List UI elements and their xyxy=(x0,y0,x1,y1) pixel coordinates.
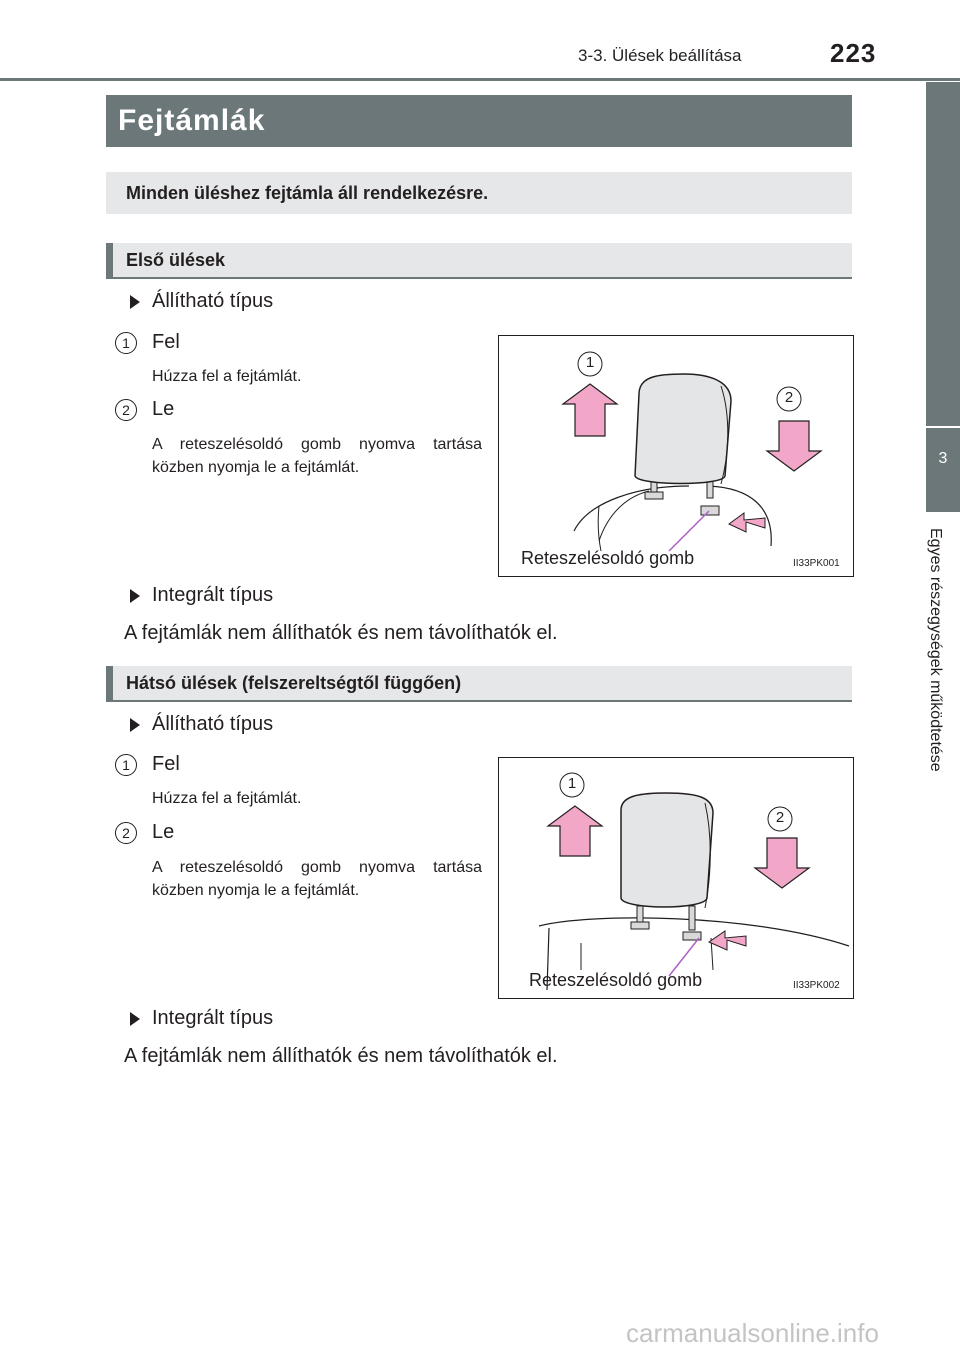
rear-headrest-illustration xyxy=(499,758,853,998)
rear-headrest-figure xyxy=(498,757,854,999)
figure-code: II33PK001 xyxy=(793,558,840,569)
integrated-type-text: A fejtámlák nem állíthatók és nem távolíthatók el. xyxy=(124,1045,558,1067)
step-text-up: Húzza fel a fejtámlát. xyxy=(152,368,302,385)
step-title-up: Fel xyxy=(152,331,180,353)
step-number-1: 1 xyxy=(115,332,137,354)
callout-2: 2 xyxy=(775,809,785,826)
chapter-title-vertical xyxy=(904,528,960,828)
bullet-triangle-icon xyxy=(130,718,140,732)
page-number: 223 xyxy=(830,38,877,68)
bullet-triangle-icon xyxy=(130,589,140,603)
callout-1: 1 xyxy=(585,354,595,371)
section-heading-rear xyxy=(106,666,852,702)
section-heading-text: Első ülések xyxy=(126,250,226,270)
release-button-label: Reteszelésoldó gomb xyxy=(529,970,703,990)
watermark: carmanualsonline.info xyxy=(626,1318,879,1348)
side-tab-bar xyxy=(926,82,960,426)
integrated-type-text: A fejtámlák nem állíthatók és nem távolíthatók el. xyxy=(124,622,558,644)
bullet-triangle-icon xyxy=(130,295,140,309)
callout-1: 1 xyxy=(567,775,577,792)
integrated-type-label: Integrált típus xyxy=(152,1007,274,1029)
adjustable-type-label: Állítható típus xyxy=(152,290,274,312)
step-text-down: A reteszelésoldó gomb nyomva tartása közben nyomja le a fejtámlát. xyxy=(152,436,482,476)
front-headrest-illustration xyxy=(499,336,853,576)
release-button-label: Reteszelésoldó gomb xyxy=(521,548,695,568)
chapter-number: 3 xyxy=(926,428,960,512)
callout-2: 2 xyxy=(784,389,794,406)
section-heading-text: Hátsó ülések (felszereltségtől függően) xyxy=(126,673,462,693)
step-text-up: Húzza fel a fejtámlát. xyxy=(152,790,302,807)
page-title-bar xyxy=(106,95,852,147)
step-text-down: A reteszelésoldó gomb nyomva tartása közben nyomja le a fejtámlát. xyxy=(152,859,482,899)
step-title-down: Le xyxy=(152,398,175,420)
chapter-title: Egyes részegységek működtetése xyxy=(927,528,944,772)
front-headrest-figure xyxy=(498,335,854,577)
step-number-2: 2 xyxy=(115,399,137,421)
step-number-2: 2 xyxy=(115,822,137,844)
page-title: Fejtámlák xyxy=(118,104,266,137)
step-title-up: Fel xyxy=(152,753,180,775)
intro-box xyxy=(106,172,852,214)
section-header: 3-3. Ülések beállítása xyxy=(578,46,742,65)
adjustable-type-label: Állítható típus xyxy=(152,713,274,735)
step-title-down: Le xyxy=(152,821,175,843)
figure-code: II33PK002 xyxy=(793,980,840,991)
intro-text: Minden üléshez fejtámla áll rendelkezésre. xyxy=(126,183,489,203)
section-heading-front xyxy=(106,243,852,279)
integrated-type-label: Integrált típus xyxy=(152,584,274,606)
header-rule xyxy=(0,78,960,81)
step-number-1: 1 xyxy=(115,754,137,776)
bullet-triangle-icon xyxy=(130,1012,140,1026)
